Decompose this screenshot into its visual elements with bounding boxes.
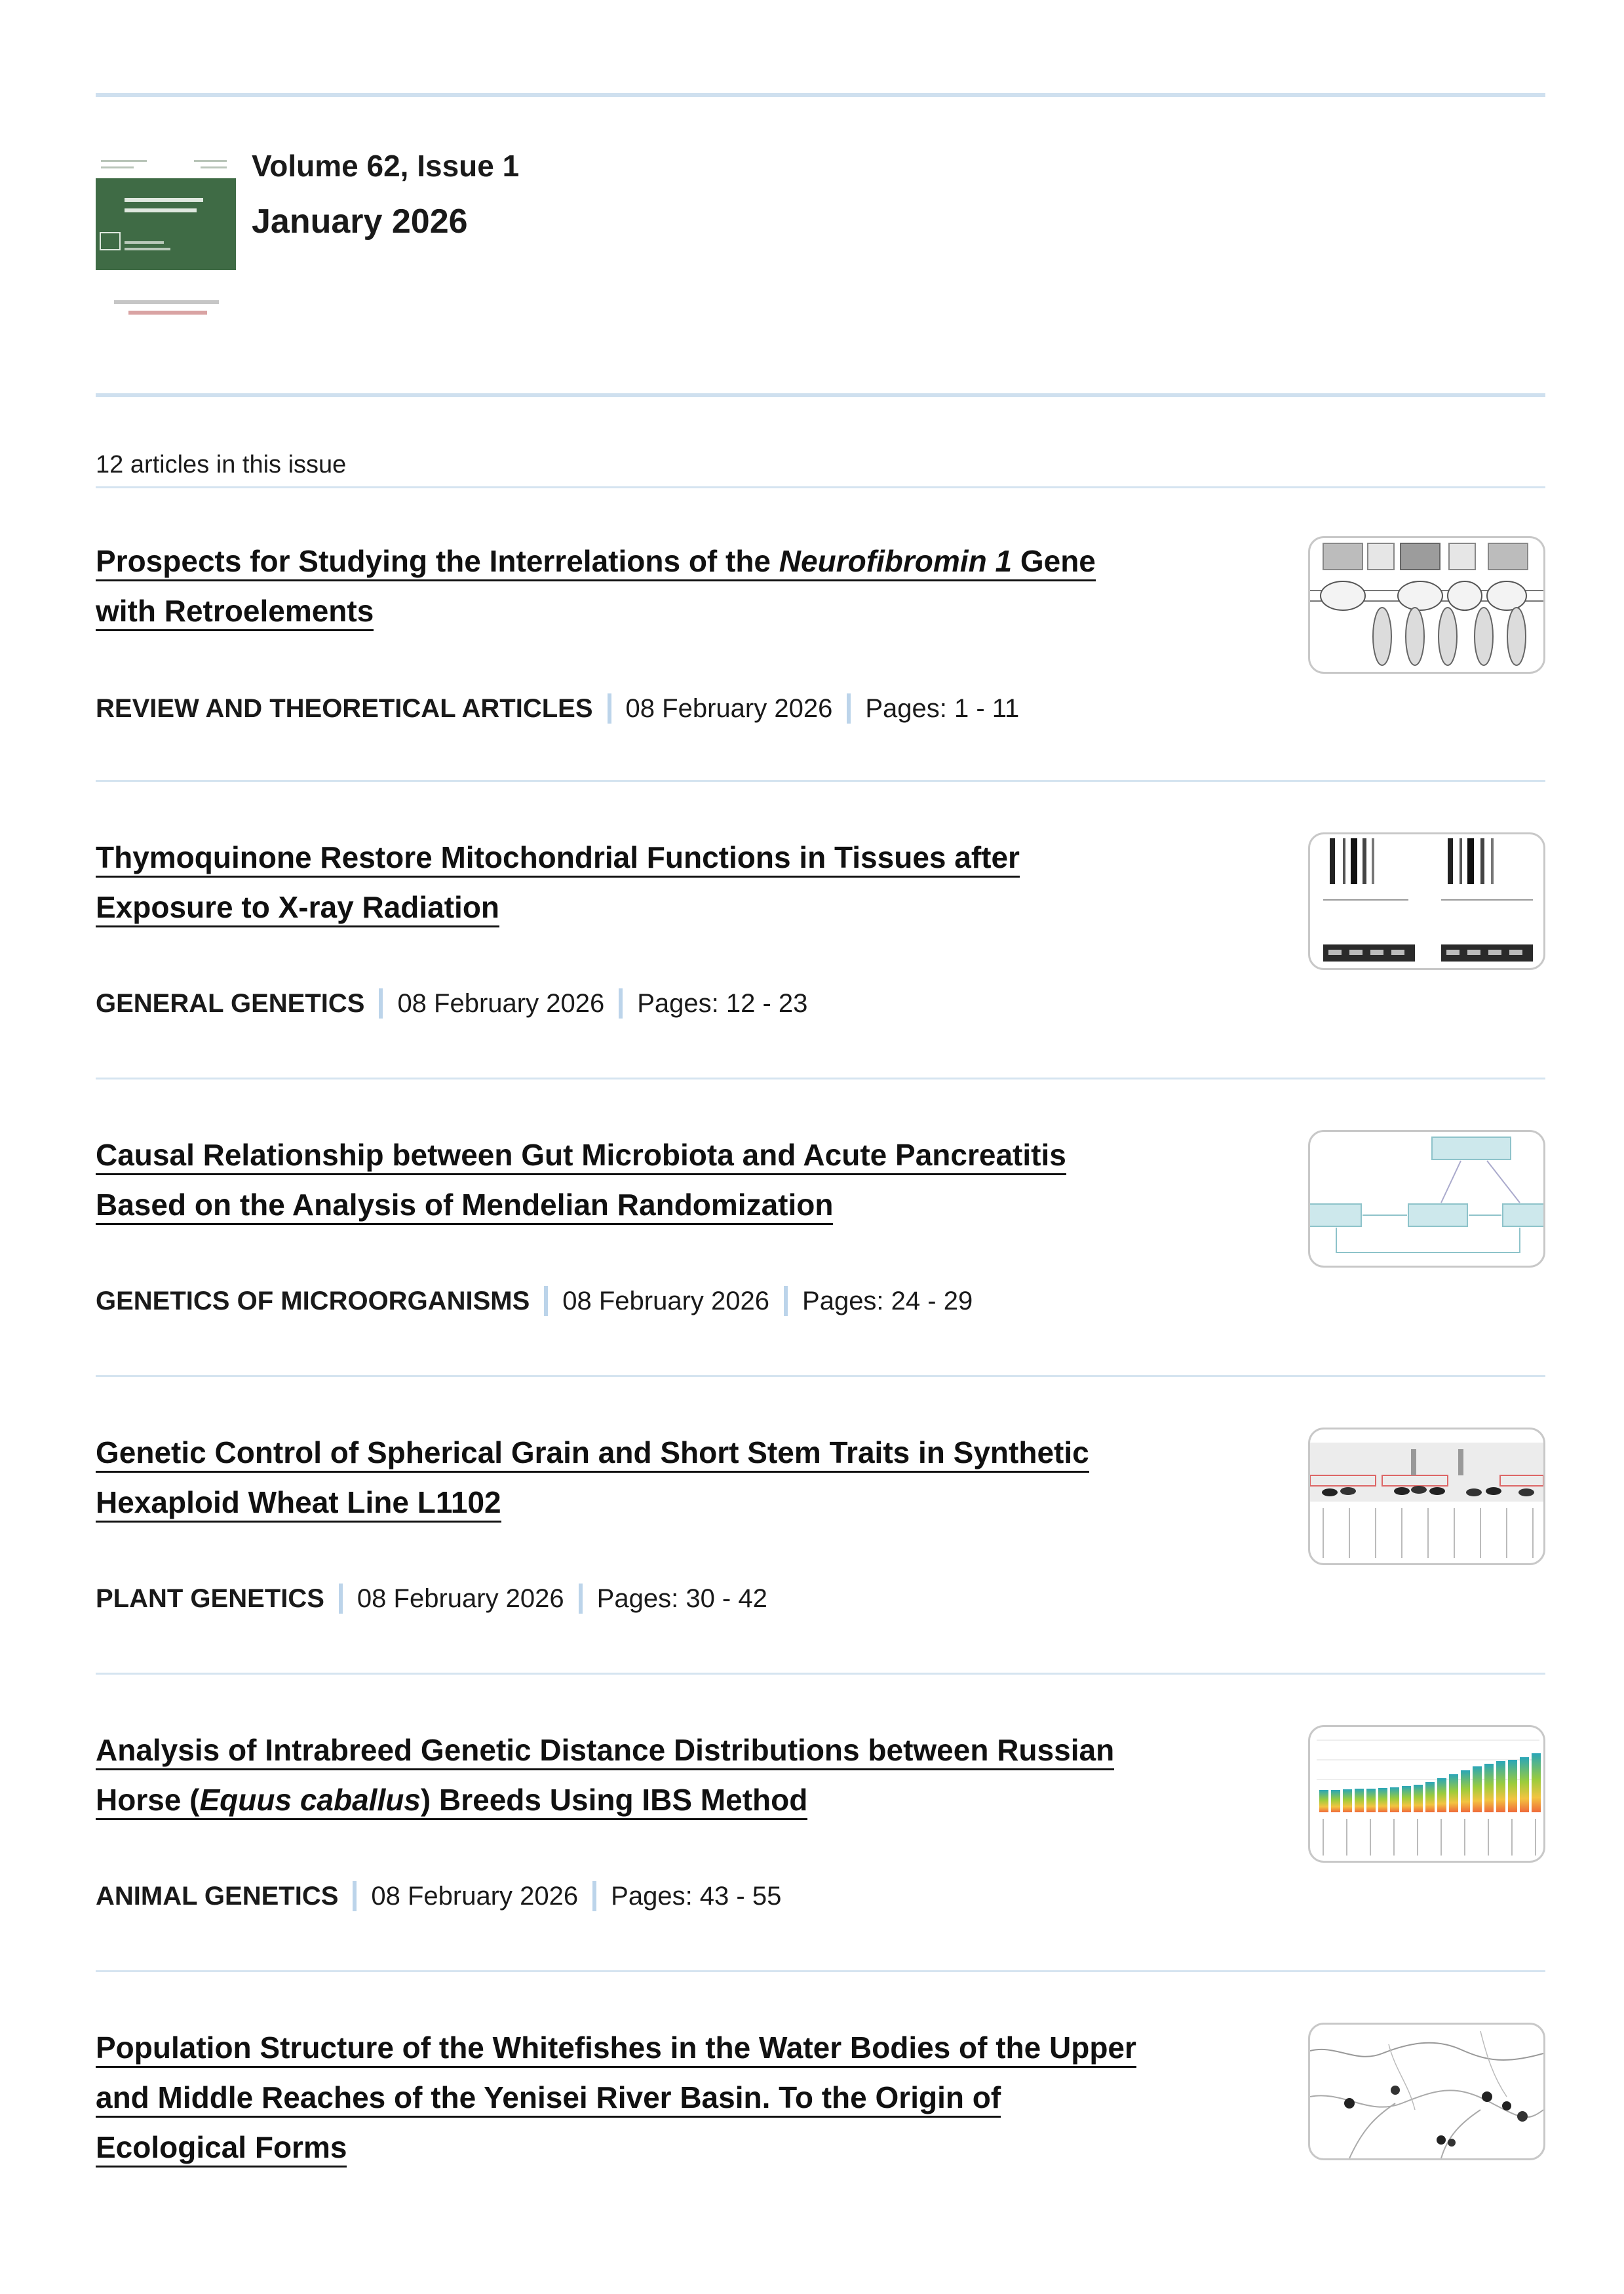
top-divider — [96, 93, 1545, 97]
article-date: 08 February 2026 — [625, 693, 833, 723]
article-meta — [96, 1584, 767, 1614]
article-meta — [96, 1286, 973, 1316]
article-divider — [96, 1375, 1545, 1377]
article-divider — [96, 1970, 1545, 1972]
article-section[interactable]: GENETICS OF MICROORGANISMS — [96, 1286, 530, 1315]
title-text: Causal Relationship between Gut Microbiota and Acute Pancreatitis — [96, 1138, 1066, 1175]
title-text: Prospects for Studying the Interrelations of the — [96, 544, 779, 578]
map-thumbnail[interactable] — [1308, 2023, 1545, 2160]
journal-cover-thumbnail[interactable] — [96, 157, 236, 331]
article-section[interactable]: REVIEW AND THEORETICAL ARTICLES — [96, 693, 593, 723]
article-meta — [96, 1881, 781, 1911]
meta-separator — [544, 1286, 548, 1316]
article-title-link[interactable] — [96, 536, 1249, 636]
meta-separator — [619, 988, 623, 1019]
diagram-thumbnail[interactable] — [1308, 536, 1545, 674]
meta-separator — [339, 1584, 343, 1614]
meta-separator — [608, 693, 611, 724]
article-title-link[interactable] — [96, 1130, 1249, 1230]
title-text: Thymoquinone Restore Mitochondrial Functions in Tissues after — [96, 840, 1020, 878]
header-divider — [96, 393, 1545, 397]
article-title-link[interactable] — [96, 832, 1249, 932]
article-section[interactable]: GENERAL GENETICS — [96, 988, 365, 1018]
title-text: ) Breeds Using IBS Method — [420, 1783, 808, 1817]
title-text: Exposure to X-ray Radiation — [96, 890, 499, 927]
title-text: Gene — [1012, 544, 1096, 578]
meta-separator — [847, 693, 851, 724]
issue-volume: Volume 62, Issue 1 — [252, 149, 520, 183]
title-italic-text: Equus caballus — [199, 1783, 421, 1817]
article-section[interactable]: PLANT GENETICS — [96, 1584, 324, 1613]
article-meta — [96, 988, 807, 1019]
article-date: 08 February 2026 — [562, 1286, 770, 1315]
title-text: Hexaploid Wheat Line L1102 — [96, 1485, 501, 1523]
title-italic-text: Neurofibromin 1 — [779, 544, 1013, 578]
article-divider — [96, 1078, 1545, 1079]
meta-separator — [784, 1286, 788, 1316]
meta-separator — [579, 1584, 583, 1614]
article-section[interactable]: ANIMAL GENETICS — [96, 1881, 339, 1911]
electrophoresis-thumbnail[interactable] — [1308, 1428, 1545, 1565]
article-divider — [96, 780, 1545, 782]
issue-date: January 2026 — [252, 203, 468, 241]
article-title-link[interactable] — [96, 1725, 1249, 1825]
title-text: Ecological Forms — [96, 2130, 347, 2168]
article-pages: Pages: 24 - 29 — [802, 1286, 973, 1315]
list-divider — [96, 486, 1545, 488]
article-meta — [96, 693, 1019, 724]
title-text: Horse ( — [96, 1783, 200, 1817]
title-text: Based on the Analysis of Mendelian Randomization — [96, 1188, 833, 1225]
article-divider — [96, 1673, 1545, 1675]
title-text: and Middle Reaches of the Yenisei River Basin. To the Origin of — [96, 2080, 1001, 2118]
meta-separator — [592, 1881, 596, 1911]
article-pages: Pages: 30 - 42 — [596, 1584, 767, 1613]
article-date: 08 February 2026 — [397, 988, 605, 1018]
title-text: Genetic Control of Spherical Grain and Short Stem Traits in Synthetic — [96, 1435, 1089, 1473]
article-title-link[interactable] — [96, 2023, 1249, 2172]
article-pages: Pages: 12 - 23 — [637, 988, 808, 1018]
article-date: 08 February 2026 — [357, 1584, 564, 1613]
article-title-link[interactable] — [96, 1428, 1249, 1527]
flowchart-thumbnail[interactable] — [1308, 1130, 1545, 1268]
article-pages: Pages: 43 - 55 — [611, 1881, 782, 1911]
article-date: 08 February 2026 — [371, 1881, 579, 1911]
article-count: 12 articles in this issue — [96, 451, 347, 478]
title-text: Analysis of Intrabreed Genetic Distance Distributions between Russian — [96, 1733, 1114, 1770]
bar-chart-thumbnail[interactable] — [1308, 1725, 1545, 1863]
gel-blot-thumbnail[interactable] — [1308, 832, 1545, 970]
title-text: with Retroelements — [96, 594, 374, 631]
meta-separator — [379, 988, 383, 1019]
title-text: Population Structure of the Whitefishes in the Water Bodies of the Upper — [96, 2031, 1136, 2068]
article-pages: Pages: 1 - 11 — [865, 693, 1020, 723]
meta-separator — [353, 1881, 357, 1911]
